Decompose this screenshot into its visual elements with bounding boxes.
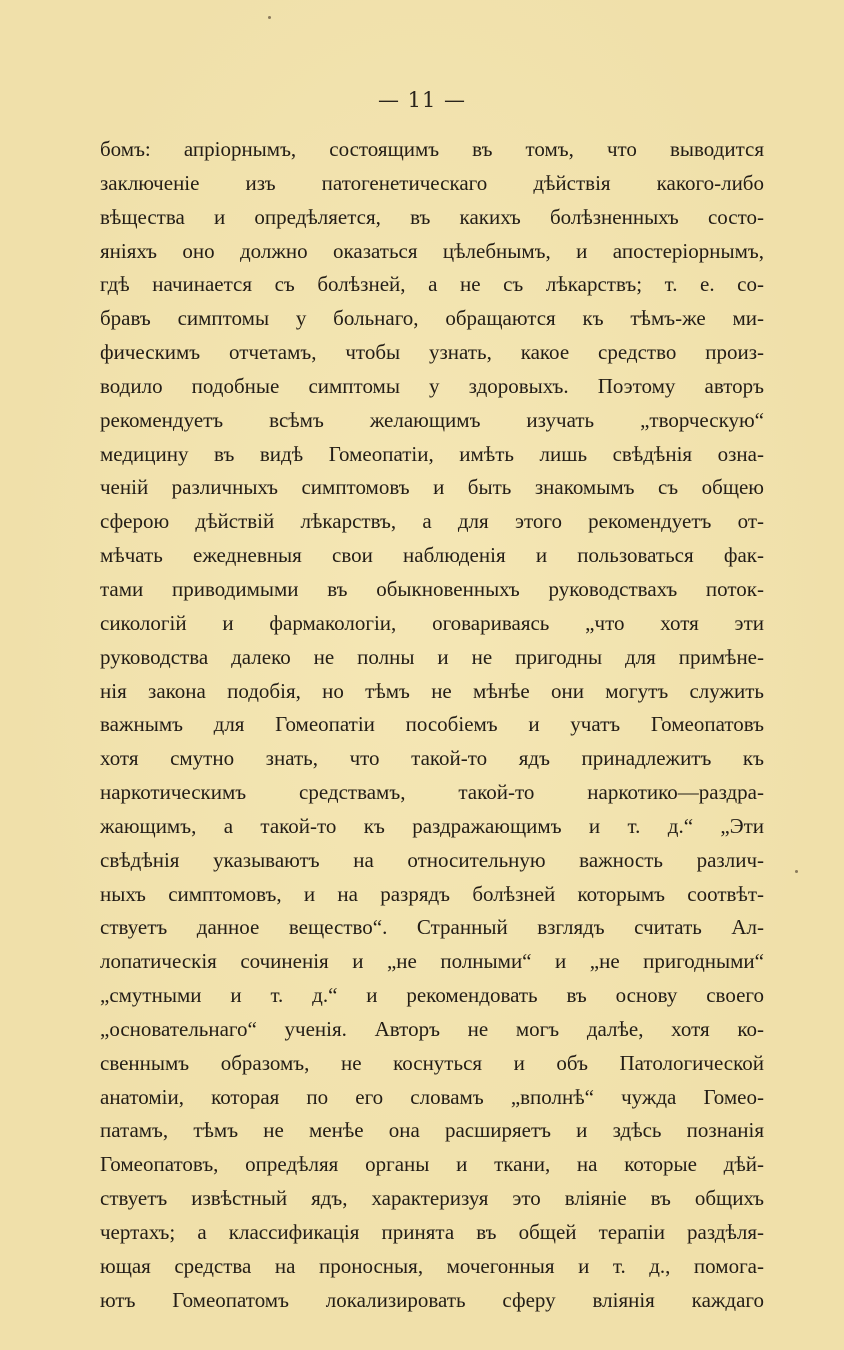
body-text bbox=[100, 133, 764, 1318]
page-number: — 11 — bbox=[377, 88, 467, 112]
text-line: руководства далеко не полны и не пригодны для примѣне- bbox=[100, 644, 764, 669]
text-line: ченій различныхъ симптомовъ и быть знакомымъ съ общею bbox=[100, 475, 764, 500]
text-line: Гомеопатовъ, опредѣляя органы и ткани, на которые дѣй- bbox=[100, 1152, 764, 1177]
text-line: бравъ симптомы у больнаго, обращаются къ тѣмъ-же ми- bbox=[100, 306, 764, 331]
paper-speck bbox=[268, 16, 271, 19]
text-line: медицину въ видѣ Гомеопатіи, имѣть лишь свѣдѣнія озна- bbox=[100, 441, 764, 466]
text-line: патамъ, тѣмъ не менѣе она расширяетъ и здѣсь познанія bbox=[100, 1118, 764, 1143]
text-line: „смутными и т. д.“ и рекомендовать въ основу своего bbox=[100, 983, 764, 1008]
text-line: водило подобные симптомы у здоровыхъ. Поэтому авторъ bbox=[100, 373, 764, 398]
text-line: „основательнаго“ ученія. Авторъ не могъ далѣе, хотя ко- bbox=[100, 1016, 764, 1041]
text-line: важнымъ для Гомеопатіи пособіемъ и учатъ Гомеопатовъ bbox=[100, 712, 764, 737]
text-line: хотя смутно знать, что такой-то ядъ принадлежитъ къ bbox=[100, 746, 764, 771]
text-line: сикологій и фармакологіи, оговариваясь „что хотя эти bbox=[100, 610, 764, 635]
text-line: фическимъ отчетамъ, чтобы узнать, какое средство произ- bbox=[100, 340, 764, 365]
text-line: яніяхъ оно должно оказаться цѣлебнымъ, и апостеріорнымъ, bbox=[100, 238, 764, 263]
text-line: вѣщества и опредѣляется, въ какихъ болѣзненныхъ состо- bbox=[100, 204, 764, 229]
text-line: мѣчать ежедневныя свои наблюденія и пользоваться фак- bbox=[100, 543, 764, 568]
text-line: ствуетъ извѣстный ядъ, характеризуя это вліяніе въ общихъ bbox=[100, 1186, 764, 1211]
text-line: наркотическимъ средствамъ, такой-то наркотико—раздра- bbox=[100, 780, 764, 805]
text-line: рекомендуетъ всѣмъ желающимъ изучать „творческую“ bbox=[100, 407, 764, 432]
text-line: заключеніе изъ патогенетическаго дѣйствія какого-либо bbox=[100, 170, 764, 195]
text-line: нія закона подобія, но тѣмъ не мѣнѣе они могутъ служить bbox=[100, 678, 764, 703]
text-line: ющая средства на проносныя, мочегонныя и т. д., помога- bbox=[100, 1253, 764, 1278]
text-line: лопатическія сочиненія и „не полными“ и „не пригодными“ bbox=[100, 949, 764, 974]
text-line: сферою дѣйствій лѣкарствъ, а для этого рекомендуетъ от- bbox=[100, 509, 764, 534]
text-line: ныхъ симптомовъ, и на разрядъ болѣзней которымъ соотвѣт- bbox=[100, 881, 764, 906]
text-line: чертахъ; а классификація принята въ общей терапіи раздѣля- bbox=[100, 1220, 764, 1244]
text-line: гдѣ начинается съ болѣзней, а не съ лѣкарствъ; т. е. со- bbox=[100, 272, 764, 297]
text-line: жающимъ, а такой-то къ раздражающимъ и т. д.“ „Эти bbox=[100, 813, 764, 838]
text-line: свѣдѣнія указываютъ на относительную важность различ- bbox=[100, 847, 764, 872]
text-line: анатоміи, которая по его словамъ „вполнѣ“ чужда Гомео- bbox=[100, 1084, 764, 1109]
text-line: ютъ Гомеопатомъ локализировать сферу вліянія каждаго bbox=[100, 1287, 764, 1312]
text-line: бомъ: апріорнымъ, состоящимъ въ томъ, что выводится bbox=[100, 137, 764, 161]
text-line: тами приводимыми въ обыкновенныхъ руководствахъ поток- bbox=[100, 576, 764, 601]
paper-speck bbox=[795, 870, 798, 873]
text-line: ствуетъ данное вещество“. Странный взглядъ считать Ал- bbox=[100, 915, 764, 940]
text-line: свеннымъ образомъ, не коснуться и объ Патологической bbox=[100, 1050, 764, 1075]
